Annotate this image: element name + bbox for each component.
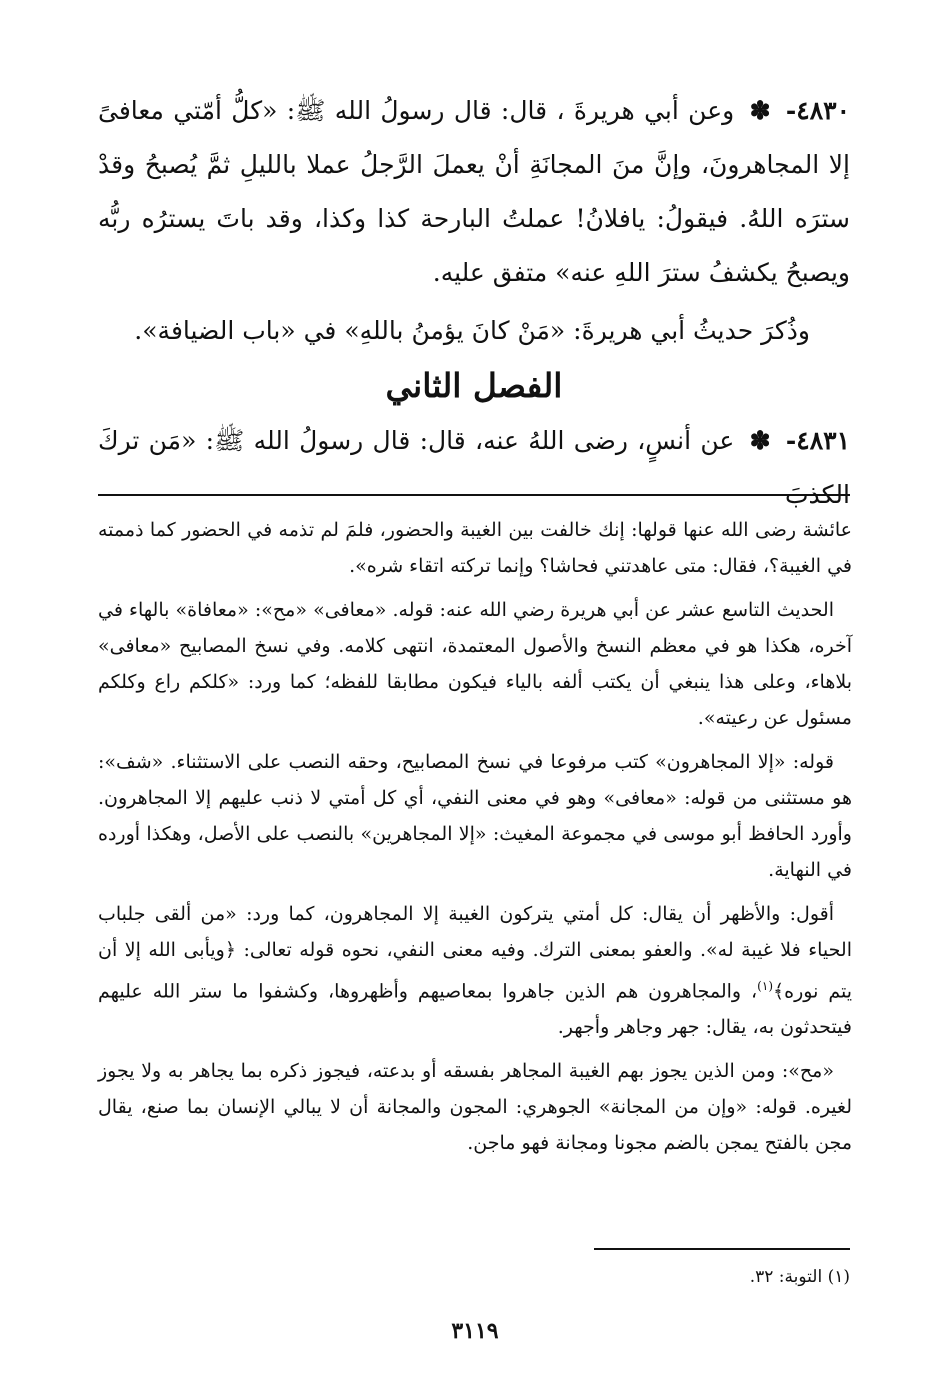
- footnote-divider: [594, 1248, 850, 1250]
- footnote: (١) التوبة: ٣٢.: [749, 1267, 850, 1287]
- section-title: الفصل الثاني: [385, 366, 563, 405]
- hadith-body: وعن أبي هريرةَ ، قال: قال رسولُ الله ﷺ: «كلُّ أمّتي معافىً إلا المجاهرونَ، وإنَّ منَ المجانَةِ أنْ يعملَ الرَّجلُ عملا بالليلِ ثمَّ يُصبحُ وقدْ سترَه اللهُ. فيقولُ: يافلانُ! عملتُ البارحة كذا وكذا، وقد باتَ يسترُه ربُّه ويصبحُ يكشفُ سترَ اللهِ عنه» متفق عليه.: [98, 96, 850, 287]
- commentary-paragraph: الحديث التاسع عشر عن أبي هريرة رضي الله عنه: قوله. «معافى» «مح»: «معافاة» بالهاء في آخره، هكذا هو في معظم النسخ والأصول المعتمدة، انتهى كلامه. وفي نسخ المصابيح «معافى» بلاهاء، وعلى هذا ينبغي أن يكتب ألفه بالياء فيكون مطابقا للفظه؛ كما ورد: «كلكم راع وكلكم مسئول عن رعيته».: [98, 599, 852, 729]
- cross-reference-note: وذُكرَ حديثُ أبي هريرةَ: «مَنْ كانَ يؤمنُ باللهِ» في «باب الضيافة».: [134, 316, 810, 345]
- commentary-paragraph: [98, 896, 852, 1045]
- commentary-section: [98, 512, 852, 1169]
- page-number: ٣١١٩: [451, 1318, 499, 1344]
- main-hadith-text: [98, 84, 850, 522]
- hadith-4830: [98, 84, 850, 300]
- commentary-paragraph: «مح»: ومن الذين يجوز بهم الغيبة المجاهر بفسقه أو بدعته، فيجوز ذكره بما يجاهر به ولا يجوز لغيره. قوله: «وإن من المجانة» الجوهري: المجون والمجانة أن لا يبالي الإنسان بما صنع، يقال مجن بالفتح يمجن بالضم مجونا ومجانة فهو ماجن.: [98, 1060, 852, 1155]
- hadith-number: ٤٨٣٠-: [785, 96, 851, 125]
- commentary-paragraph: عائشة رضى الله عنها قولها: إنك خالفت بين الغيبة والحضور، فلمَ لم تذمه في الحضور كما ذممته في الغيبة؟، فقال: متى عاهدتني فحاشا؟ وإنما تركته اتقاء شره».: [98, 519, 852, 577]
- hadith-body: عن أنسٍ، رضى اللهُ عنه، قال: قال رسولُ الله ﷺ: «مَن تركَ الكذبَ: [98, 426, 850, 509]
- commentary-text: أقول: والأظهر أن يقال: كل أمتي يتركون الغيبة إلا المجاهرون، كما ورد: «من ألقى جلباب الحياء فلا غيبة له». والعفو بمعنى الترك. وفيه معنى النفي، نحوه قوله تعالى: ﴿ويأبى الله إلا أن يتم نوره﴾: [98, 903, 852, 1003]
- commentary-paragraph: قوله: «إلا المجاهرون» كتب مرفوعا في نسخ المصابيح، وحقه النصب على الاستثناء. «شف»: هو مستثنى من قوله: «معافى» وهو في معنى النفي، أي كل أمتي لا ذنب عليهم إلا المجاهرون. وأورد الحافظ أبو موسى في مجموعة المغيث: «إلا المجاهرين» بالنصب على الأصل، وهكذا أورده في النهاية.: [98, 751, 852, 881]
- star-ornament: ✽: [749, 426, 771, 455]
- hadith-number: ٤٨٣١-: [785, 426, 851, 455]
- main-divider: [98, 494, 850, 496]
- hadith-4831: [98, 414, 850, 522]
- star-ornament: ✽: [749, 96, 771, 125]
- footnote-ref: (١): [757, 979, 773, 993]
- commentary-text: ، والمجاهرون هم الذين جاهروا بمعاصيهم وأظهروها، وكشفوا ما ستر الله عليهم فيتحدثون به، يقال: جهر وجاهر وأجهر.: [98, 980, 852, 1039]
